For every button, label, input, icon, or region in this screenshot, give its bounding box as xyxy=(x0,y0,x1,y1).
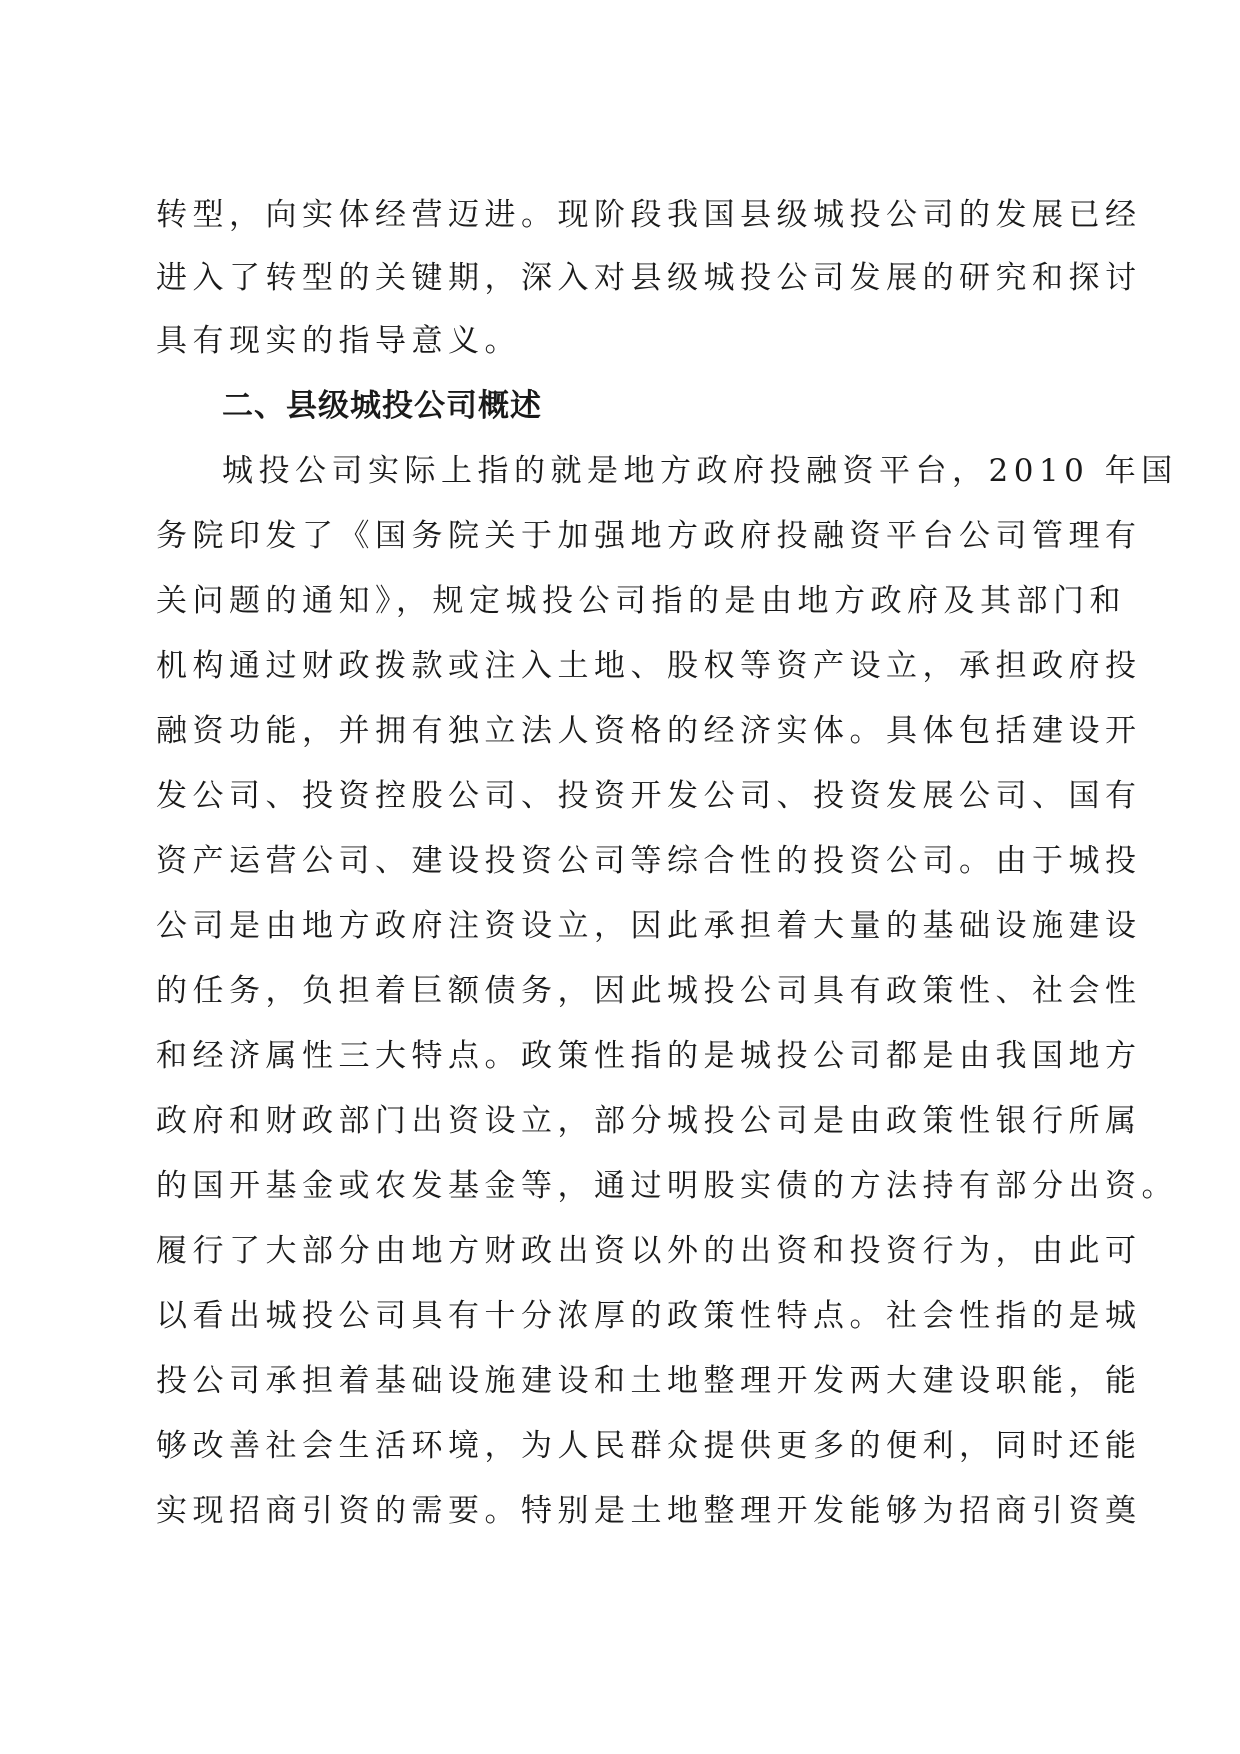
text-line: 以看出城投公司具有十分浓厚的政策性特点。社会性指的是城 xyxy=(156,1298,1142,1334)
text-line: 投公司承担着基础设施建设和土地整理开发两大建设职能，能 xyxy=(156,1363,1142,1399)
text-line: 务院印发了《国务院关于加强地方政府投融资平台公司管理有 xyxy=(156,518,1142,554)
text-line: 城投公司实际上指的就是地方政府投融资平台，2010 年国 xyxy=(222,453,1178,489)
section-heading: 二、县级城投公司概述 xyxy=(222,388,542,424)
text-line: 关问题的通知》，规定城投公司指的是由地方政府及其部门和 xyxy=(156,583,1126,619)
text-line: 机构通过财政拨款或注入土地、股权等资产设立，承担政府投 xyxy=(156,648,1142,684)
text-line: 进入了转型的关键期，深入对县级城投公司发展的研究和探讨 xyxy=(156,260,1142,296)
text-line: 具有现实的指导意义。 xyxy=(156,323,521,359)
text-line: 够改善社会生活环境，为人民群众提供更多的便利，同时还能 xyxy=(156,1428,1142,1464)
text-line: 转型，向实体经营迈进。现阶段我国县级城投公司的发展已经 xyxy=(156,197,1142,233)
text-line: 和经济属性三大特点。政策性指的是城投公司都是由我国地方 xyxy=(156,1038,1142,1074)
text-line: 资产运营公司、建设投资公司等综合性的投资公司。由于城投 xyxy=(156,843,1142,879)
text-line: 履行了大部分由地方财政出资以外的出资和投资行为，由此可 xyxy=(156,1233,1142,1269)
text-line: 融资功能，并拥有独立法人资格的经济实体。具体包括建设开 xyxy=(156,713,1142,749)
text-line: 的任务，负担着巨额债务，因此城投公司具有政策性、社会性 xyxy=(156,973,1142,1009)
text-line: 政府和财政部门出资设立，部分城投公司是由政策性银行所属 xyxy=(156,1103,1142,1139)
text-line: 发公司、投资控股公司、投资开发公司、投资发展公司、国有 xyxy=(156,778,1142,814)
text-line: 的国开基金或农发基金等，通过明股实债的方法持有部分出资。 xyxy=(156,1168,1178,1204)
text-line: 公司是由地方政府注资设立，因此承担着大量的基础设施建设 xyxy=(156,908,1142,944)
text-line: 实现招商引资的需要。特别是土地整理开发能够为招商引资奠 xyxy=(156,1493,1142,1529)
